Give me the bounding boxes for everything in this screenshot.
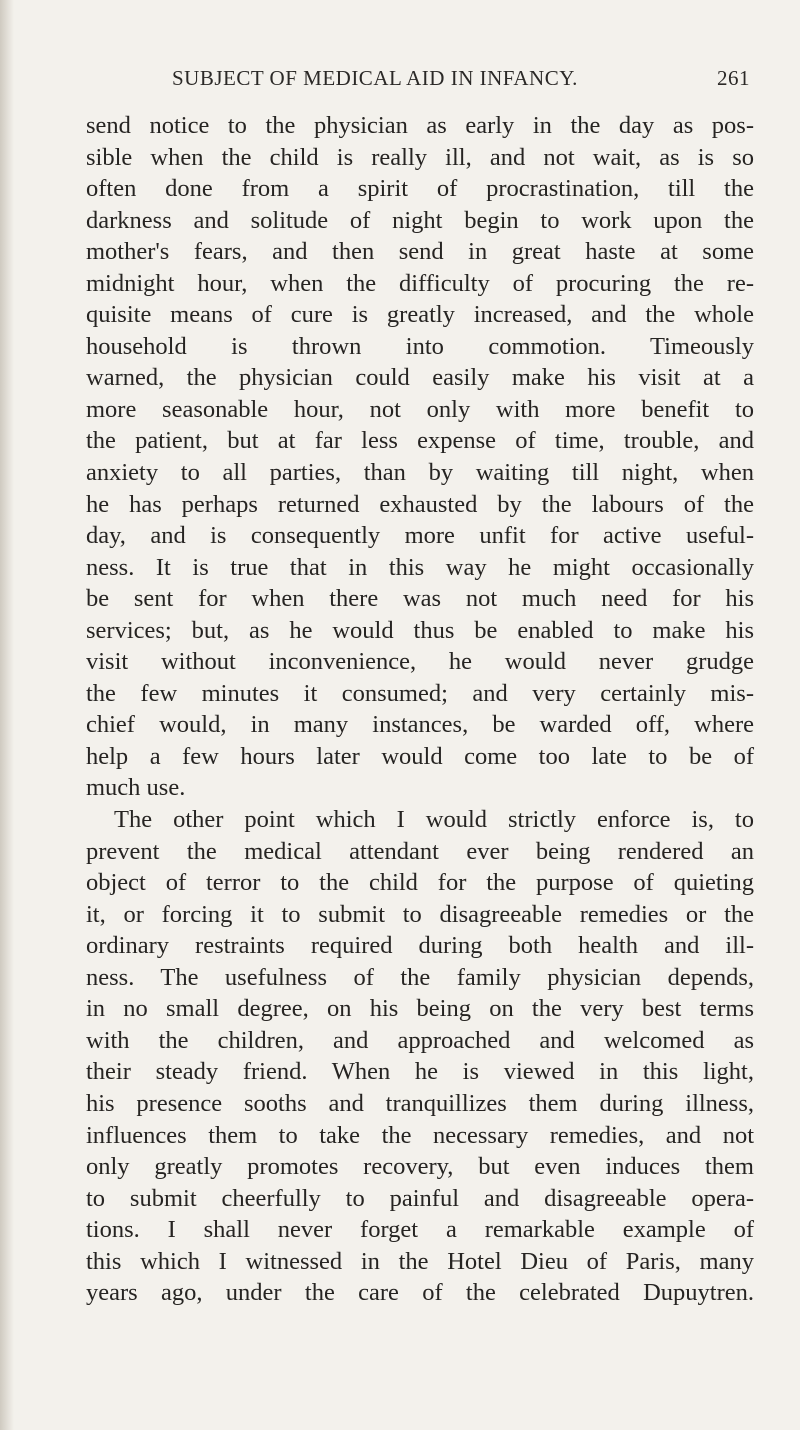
text-line: years ago, under the care of the celebrated Dupuytren. xyxy=(86,1279,754,1307)
body-text xyxy=(86,110,754,1309)
text-line: midnight hour, when the difficulty of procuring the re- xyxy=(86,269,754,297)
text-line: be sent for when there was not much need for his xyxy=(86,585,754,613)
text-line: he has perhaps returned exhausted by the labours of the xyxy=(86,490,754,518)
text-line: object of terror to the child for the purpose of quieting xyxy=(86,869,754,897)
text-line: tions. I shall never forget a remarkable example of xyxy=(86,1216,754,1244)
text-line: visit without inconvenience, he would never grudge xyxy=(86,648,754,676)
running-title: SUBJECT OF MEDICAL AID IN INFANCY. xyxy=(172,66,578,90)
text-line: sible when the child is really ill, and not wait, as is so xyxy=(86,143,754,171)
text-line: ordinary restraints required during both health and ill- xyxy=(86,932,754,960)
running-head xyxy=(172,66,750,96)
text-line: in no small degree, on his being on the very best terms xyxy=(86,995,754,1023)
text-line: the patient, but at far less expense of time, trouble, and xyxy=(86,427,754,455)
text-line: household is thrown into commotion. Timeously xyxy=(86,332,754,360)
text-line: his presence sooths and tranquillizes them during illness, xyxy=(86,1089,754,1117)
text-line: darkness and solitude of night begin to work upon the xyxy=(86,206,754,234)
page-number: 261 xyxy=(717,66,750,90)
text-line: their steady friend. When he is viewed in this light, xyxy=(86,1058,754,1086)
text-line: warned, the physician could easily make his visit at a xyxy=(86,364,754,392)
text-line: ness. It is true that in this way he might occasionally xyxy=(86,553,754,581)
text-line: prevent the medical attendant ever being rendered an xyxy=(86,837,754,865)
text-line: this which I witnessed in the Hotel Dieu of Paris, many xyxy=(86,1247,754,1275)
text-line: help a few hours later would come too late to be of xyxy=(86,742,754,770)
text-line: send notice to the physician as early in the day as pos- xyxy=(86,112,754,139)
text-line: only greatly promotes recovery, but even induces them xyxy=(86,1153,754,1181)
text-line: mother's fears, and then send in great haste at some xyxy=(86,238,754,266)
text-line: quisite means of cure is greatly increased, and the whole xyxy=(86,301,754,329)
text-line: the few minutes it consumed; and very certainly mis- xyxy=(86,679,754,707)
text-line: much use. xyxy=(86,774,186,802)
text-line: services; but, as he would thus be enabled to make his xyxy=(86,616,754,644)
text-line: influences them to take the necessary remedies, and not xyxy=(86,1121,754,1149)
page-gutter-shadow xyxy=(0,0,14,1430)
text-line: day, and is consequently more unfit for active useful- xyxy=(86,522,754,550)
text-line: more seasonable hour, not only with more benefit to xyxy=(86,395,754,423)
text-line: often done from a spirit of procrastination, till the xyxy=(86,175,754,203)
text-line: The other point which I would strictly enforce is, to xyxy=(114,806,754,834)
text-line: anxiety to all parties, than by waiting till night, when xyxy=(86,459,754,487)
text-line: chief would, in many instances, be warded off, where xyxy=(86,711,754,739)
text-line: to submit cheerfully to painful and disagreeable opera- xyxy=(86,1184,754,1212)
text-line: with the children, and approached and welcomed as xyxy=(86,1026,754,1054)
paragraph-2 xyxy=(86,804,754,1309)
paragraph-1 xyxy=(86,110,754,804)
text-line: it, or forcing it to submit to disagreeable remedies or the xyxy=(86,900,754,928)
text-line: ness. The usefulness of the family physician depends, xyxy=(86,963,754,991)
